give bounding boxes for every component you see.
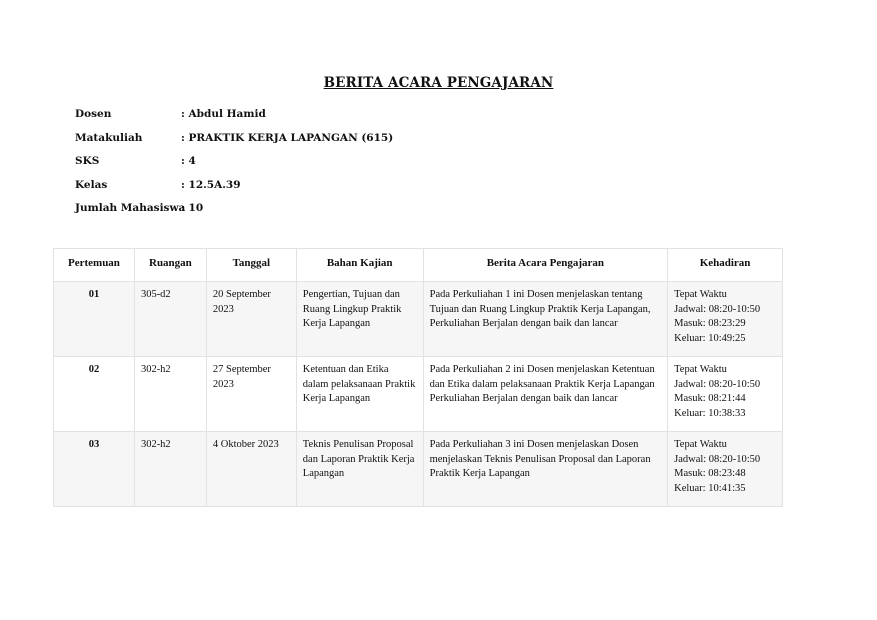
cell-tanggal: 20 September 2023 [206,282,296,357]
column-header: Tanggal [206,249,296,282]
cell-pertemuan: 01 [54,282,135,357]
meta-value: : PRAKTIK KERJA LAPANGAN (615) [181,131,394,144]
kehadiran-keluar: Keluar: 10:49:25 [674,332,746,344]
column-header: Ruangan [134,249,206,282]
attendance-table [53,248,783,507]
kehadiran-masuk: Masuk: 08:23:48 [674,468,746,479]
kehadiran-status: Tepat Waktu [674,289,727,300]
meta-row-dosen [75,108,393,132]
kehadiran-jadwal: Jadwal: 08:20-10:50 [674,378,761,390]
cell-berita-acara: Pada Perkuliahan 2 ini Dosen menjelaskan Ketentuan dan Etika dalam pelaksanaan Praktik Kerja Lapangan Perkuliahan Berjalan dengan baik dan lancar [423,357,668,432]
cell-ruangan: 302-h2 [134,432,206,507]
meta-label: Jumlah Mahasiswa [75,202,186,215]
meta-row-jumlah-mahasiswa [75,202,393,226]
meta-value: : Abdul Hamid [181,108,266,120]
column-header: Bahan Kajian [296,249,423,282]
cell-kehadiran [668,432,783,507]
meta-row-matakuliah [75,132,393,156]
cell-bahan-kajian: Ketentuan dan Etika dalam pelaksanaan Praktik Kerja Lapangan [296,357,423,432]
meta-label: Dosen [75,108,112,120]
cell-ruangan: 302-h2 [134,357,206,432]
cell-kehadiran [668,282,783,357]
cell-pertemuan: 02 [54,357,135,432]
cell-ruangan: 305-d2 [134,282,206,357]
cell-berita-acara: Pada Perkuliahan 1 ini Dosen menjelaskan tentang Tujuan dan Ruang Lingkup Praktik Kerja Lapangan, Perkuliahan Berjalan dengan baik dan lancar [423,282,668,357]
kehadiran-masuk: Masuk: 08:21:44 [674,393,746,404]
meta-label: Kelas [75,178,108,191]
cell-bahan-kajian: Teknis Penulisan Proposal dan Laporan Praktik Kerja Lapangan [296,432,423,507]
kehadiran-keluar: Keluar: 10:38:33 [674,407,746,419]
table-row [54,282,783,357]
column-header: Pertemuan [54,249,135,282]
meta-info [75,108,393,226]
meta-row-sks [75,155,393,179]
kehadiran-jadwal: Jadwal: 08:20-10:50 [674,303,761,315]
meta-row-kelas [75,179,393,203]
meta-value: : 4 [181,155,196,168]
meta-value: : 10 [181,202,204,215]
table-row [54,432,783,507]
cell-kehadiran [668,357,783,432]
column-header: Kehadiran [668,249,783,282]
kehadiran-jadwal: Jadwal: 08:20-10:50 [674,453,761,465]
kehadiran-status: Tepat Waktu [674,439,727,450]
meta-label: SKS [75,155,100,168]
cell-berita-acara: Pada Perkuliahan 3 ini Dosen menjelaskan Dosen menjelaskan Teknis Penulisan Proposal dan Laporan Praktik Kerja Lapangan [423,432,668,507]
meta-value: : 12.5A.39 [181,178,241,191]
kehadiran-keluar: Keluar: 10:41:35 [674,482,746,494]
table-header-row [54,249,783,282]
column-header: Berita Acara Pengajaran [423,249,668,282]
cell-tanggal: 4 Oktober 2023 [206,432,296,507]
cell-tanggal: 27 September 2023 [206,357,296,432]
cell-bahan-kajian: Pengertian, Tujuan dan Ruang Lingkup Praktik Kerja Lapangan [296,282,423,357]
meta-label: Matakuliah [75,131,143,144]
cell-pertemuan: 03 [54,432,135,507]
document-title: BERITA ACARA PENGAJARAN [323,75,554,91]
kehadiran-masuk: Masuk: 08:23:29 [674,318,746,329]
kehadiran-status: Tepat Waktu [674,364,727,375]
table-row [54,357,783,432]
